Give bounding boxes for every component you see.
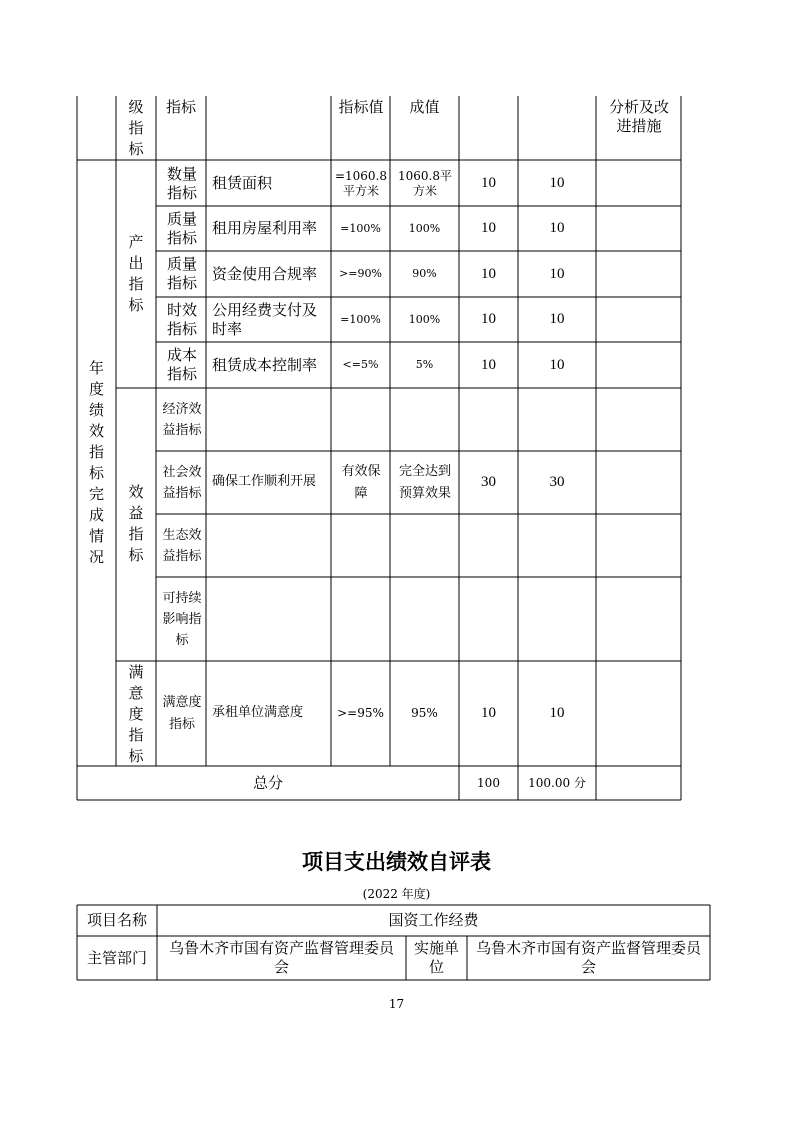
table-row-weight: 10	[481, 311, 496, 328]
group-label-satisfaction: 满 意 度 指 标	[128, 663, 144, 765]
table-row-actual: 100%	[408, 221, 441, 235]
project-name-value: 国资工作经费	[388, 911, 479, 930]
table-row-target: >=90%	[339, 267, 382, 281]
table-row-l4: 公用经费支付及时率	[212, 300, 318, 338]
table-row-score: 10	[549, 356, 565, 373]
table-row-l4: 租赁成本控制率	[212, 355, 318, 374]
table-row-target: =1060.8平方米	[334, 168, 388, 198]
page-number: 17	[388, 997, 405, 1011]
total-label: 总分	[252, 773, 283, 792]
table-row-l3: 成本指标	[166, 346, 197, 383]
table-row-actual: 100%	[408, 312, 441, 326]
table-row-actual: 完全达到预算效果	[398, 463, 451, 501]
table-row-weight: 10	[481, 356, 496, 373]
table-row-weight: 10	[481, 175, 496, 192]
table-row-score: 10	[549, 705, 565, 722]
header-analysis: 分析及改进措施	[608, 98, 669, 135]
table-row-actual: 90%	[412, 267, 437, 281]
table-row-l3: 可持续影响指标	[162, 590, 202, 648]
table-row-target: >=95%	[337, 706, 384, 720]
table-row-l3: 生态效益指标	[162, 527, 202, 564]
table-row-score: 10	[549, 311, 565, 328]
table-row-actual: 1060.8平方米	[398, 168, 452, 198]
table-row-l3: 社会效益指标	[162, 464, 202, 501]
table-row-score: 10	[549, 220, 565, 237]
table-row-l3: 质量指标	[166, 255, 197, 292]
table-row-target: 有效保障	[341, 463, 381, 501]
table-row-l4: 租用房屋利用率	[212, 219, 318, 238]
header-indicator-value: 指标值	[338, 98, 384, 116]
project-name-label: 项目名称	[86, 911, 147, 930]
table-row-l3: 质量指标	[166, 209, 197, 247]
header-indicator: 指标	[165, 98, 196, 116]
header-actual-value: 成值	[409, 98, 440, 116]
table-row-l3: 数量指标	[166, 164, 197, 202]
table-row-score: 10	[549, 265, 565, 282]
table-row-l3: 时效指标	[166, 300, 197, 338]
table-row-target: =100%	[340, 221, 381, 235]
section-label-annual-performance: 年 度 绩 效 指 标 完 成 情 况	[88, 359, 104, 566]
impl-value: 乌鲁木齐市国有资产监督管理委员会	[475, 939, 701, 976]
header-level-label: 级 指 标	[128, 98, 144, 158]
table-row-score: 10	[549, 175, 565, 192]
table-row-l4: 资金使用合规率	[212, 264, 318, 283]
form-title: 项目支出绩效自评表	[302, 850, 491, 874]
table-row-target: <=5%	[342, 358, 379, 372]
table-row-actual: 95%	[411, 706, 438, 720]
group-label-benefit: 效 益 指 标	[128, 483, 144, 564]
table-row-weight: 10	[481, 265, 496, 282]
table-row-l4: 承租单位满意度	[212, 705, 304, 721]
table-row-actual: 5%	[415, 358, 434, 372]
impl-label: 实施单位	[413, 939, 459, 976]
table-row-l4: 租赁面积	[212, 174, 273, 193]
table-row-weight: 30	[481, 474, 496, 491]
table-row-weight: 10	[481, 705, 496, 722]
table-row-target: =100%	[340, 312, 381, 326]
total-score: 100.00 分	[528, 775, 586, 790]
form-year: (2022 年度)	[362, 887, 431, 901]
total-weight: 100	[477, 775, 500, 790]
table-row-l4: 确保工作顺利开展	[212, 474, 317, 490]
dept-label: 主管部门	[86, 948, 147, 967]
table-row-weight: 10	[481, 220, 496, 237]
dept-value: 乌鲁木齐市国有资产监督管理委员会	[168, 939, 394, 976]
group-label-output: 产 出 指 标	[128, 233, 144, 314]
table-row-l3: 满意度指标	[162, 694, 202, 732]
table-row-l3: 经济效益指标	[162, 401, 202, 438]
table-row-score: 30	[549, 474, 565, 491]
